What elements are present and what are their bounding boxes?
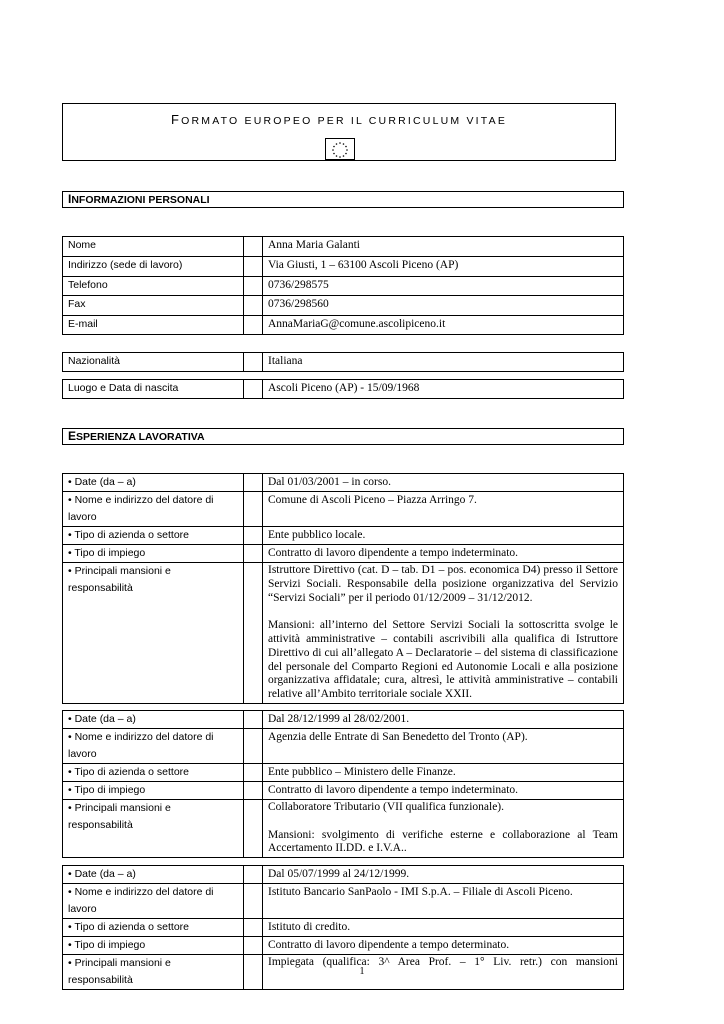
personal-label: Telefono [63, 277, 244, 296]
spacer-cell [244, 800, 263, 858]
experience-row-employer [63, 492, 624, 527]
experience-row-duties [63, 800, 624, 858]
experience-row-sector [63, 919, 624, 937]
spacer-cell [244, 492, 263, 527]
experience-label: • Tipo di azienda o settore [63, 527, 244, 545]
experience-employment: Contratto di lavoro dipendente a tempo determinato. [263, 937, 624, 955]
experience-duties [263, 563, 624, 704]
section-heading-personal [62, 191, 624, 208]
personal-info-table [62, 236, 624, 335]
experience-row-employment [63, 782, 624, 800]
nationality-label: Nazionalità [63, 353, 244, 372]
experience-label: • Nome e indirizzo del datore di lavoro [63, 492, 244, 527]
experience-label: • Date (da – a) [63, 474, 244, 492]
experience-label: • Date (da – a) [63, 866, 244, 884]
experience-label: • Tipo di impiego [63, 782, 244, 800]
spacer-cell [244, 316, 263, 335]
personal-label: E-mail [63, 316, 244, 335]
personal-row-name [63, 237, 624, 257]
spacer-cell [244, 729, 263, 764]
experience-row-employment [63, 937, 624, 955]
nationality-row [63, 353, 624, 372]
experience-sector: Ente pubblico – Ministero delle Finanze. [263, 764, 624, 782]
experience-sector: Ente pubblico locale. [263, 527, 624, 545]
experience-label: • Principali mansioni e responsabilità [63, 563, 244, 704]
birth-label: Luogo e Data di nascita [63, 380, 244, 399]
birth-row [63, 380, 624, 399]
personal-row-address [63, 257, 624, 277]
experience-employment: Contratto di lavoro dipendente a tempo indeterminato. [263, 545, 624, 563]
spacer-cell [244, 545, 263, 563]
spacer-cell [244, 884, 263, 919]
experience-sector: Istituto di credito. [263, 919, 624, 937]
experience-row-sector [63, 527, 624, 545]
experience-row-employment [63, 545, 624, 563]
experience-row-employer [63, 729, 624, 764]
experience-employment: Contratto di lavoro dipendente a tempo indeterminato. [263, 782, 624, 800]
spacer-cell [244, 257, 263, 277]
spacer-cell [244, 353, 263, 372]
duties-role: Impiegata (qualifica: 3^ Area Prof. – 1° Liv. retr.) con mansioni [268, 956, 618, 968]
experience-block-2 [62, 710, 624, 858]
spacer-cell [244, 782, 263, 800]
personal-label: Indirizzo (sede di lavoro) [63, 257, 244, 277]
spacer-cell [244, 764, 263, 782]
experience-date: Dal 05/07/1999 al 24/12/1999. [263, 866, 624, 884]
spacer-cell [244, 919, 263, 937]
eu-flag-icon [325, 138, 355, 160]
nationality-table [62, 352, 624, 372]
spacer-cell [244, 296, 263, 316]
experience-label: • Tipo di impiego [63, 545, 244, 563]
cv-title [63, 112, 615, 127]
experience-employer: Comune di Ascoli Piceno – Piazza Arringo 7. [263, 492, 624, 527]
personal-label: Fax [63, 296, 244, 316]
section-experience-initial: E [68, 429, 77, 443]
section-personal-initial: I [68, 192, 72, 206]
experience-label: • Date (da – a) [63, 711, 244, 729]
cv-title-rest: ORMATO EUROPEO PER IL CURRICULUM VITAE [181, 115, 508, 127]
experience-row-duties [63, 563, 624, 704]
birth-value: Ascoli Piceno (AP) - 15/09/1968 [263, 380, 624, 399]
spacer-cell [244, 380, 263, 399]
birth-table [62, 379, 624, 399]
experience-date: Dal 28/12/1999 al 28/02/2001. [263, 711, 624, 729]
spacer-cell [244, 237, 263, 257]
personal-row-email [63, 316, 624, 335]
experience-label: • Tipo di azienda o settore [63, 919, 244, 937]
section-heading-experience [62, 428, 624, 445]
spacer-cell [244, 866, 263, 884]
experience-row-date [63, 474, 624, 492]
personal-value: Anna Maria Galanti [263, 237, 624, 257]
section-personal-rest: NFORMAZIONI PERSONALI [71, 194, 210, 206]
duties-description: Mansioni: all’interno del Settore Servizi Sociali la sottoscritta svolge le attività amministrative – contabili ascrivibili alla qualifica di Istruttore Direttivo di cui all’allegato A – Declaratorie – del sistema di classificazione del personale del Comparto Regioni ed Autonomie Locali e alla posizione organizzativa affidatale; cura, altresì, le attività amministrative – contabili relative all’Ambito territoriale sociale XXII. [268, 619, 618, 701]
personal-label: Nome [63, 237, 244, 257]
experience-row-date [63, 711, 624, 729]
experience-employer: Agenzia delle Entrate di San Benedetto del Tronto (AP). [263, 729, 624, 764]
duties-role: Istruttore Direttivo (cat. D – tab. D1 – pos. economica D4) presso il Settore Servizi Sociali. Responsabile della posizione organizzativa del Servizio “Servizi Sociali” per il periodo 01/12/2009 – 31/12/2012. [268, 564, 618, 604]
personal-value: 0736/298560 [263, 296, 624, 316]
experience-label: • Nome e indirizzo del datore di lavoro [63, 884, 244, 919]
experience-label: • Nome e indirizzo del datore di lavoro [63, 729, 244, 764]
experience-date: Dal 01/03/2001 – in corso. [263, 474, 624, 492]
section-experience-rest: SPERIENZA LAVORATIVA [76, 431, 205, 443]
personal-value: 0736/298575 [263, 277, 624, 296]
spacer-cell [244, 527, 263, 545]
experience-duties [263, 800, 624, 858]
personal-row-fax [63, 296, 624, 316]
cv-header-box [62, 103, 616, 161]
experience-block-1 [62, 473, 624, 704]
spacer-cell [244, 937, 263, 955]
experience-label: • Tipo di azienda o settore [63, 764, 244, 782]
page-number: 1 [359, 966, 365, 977]
duties-description: Mansioni: svolgimento di verifiche esterne e collaborazione al Team Accertamento II.DD. e I.V.A.. [268, 828, 618, 855]
spacer-cell [244, 474, 263, 492]
experience-label: • Principali mansioni e responsabilità [63, 800, 244, 858]
cv-title-initial: F [170, 112, 182, 127]
experience-row-employer [63, 884, 624, 919]
duties-role: Collaboratore Tributario (VII qualifica funzionale). [268, 801, 504, 813]
personal-value: Via Giusti, 1 – 63100 Ascoli Piceno (AP) [263, 257, 624, 277]
experience-employer: Istituto Bancario SanPaolo - IMI S.p.A. – Filiale di Ascoli Piceno. [263, 884, 624, 919]
spacer-cell [244, 277, 263, 296]
spacer-cell [244, 711, 263, 729]
spacer-cell [244, 563, 263, 704]
personal-row-phone [63, 277, 624, 296]
nationality-value: Italiana [263, 353, 624, 372]
experience-row-sector [63, 764, 624, 782]
experience-label: • Principali mansioni e responsabilità [63, 955, 244, 990]
experience-row-date [63, 866, 624, 884]
experience-label: • Tipo di impiego [63, 937, 244, 955]
personal-value: AnnaMariaG@comune.ascolipiceno.it [263, 316, 624, 335]
